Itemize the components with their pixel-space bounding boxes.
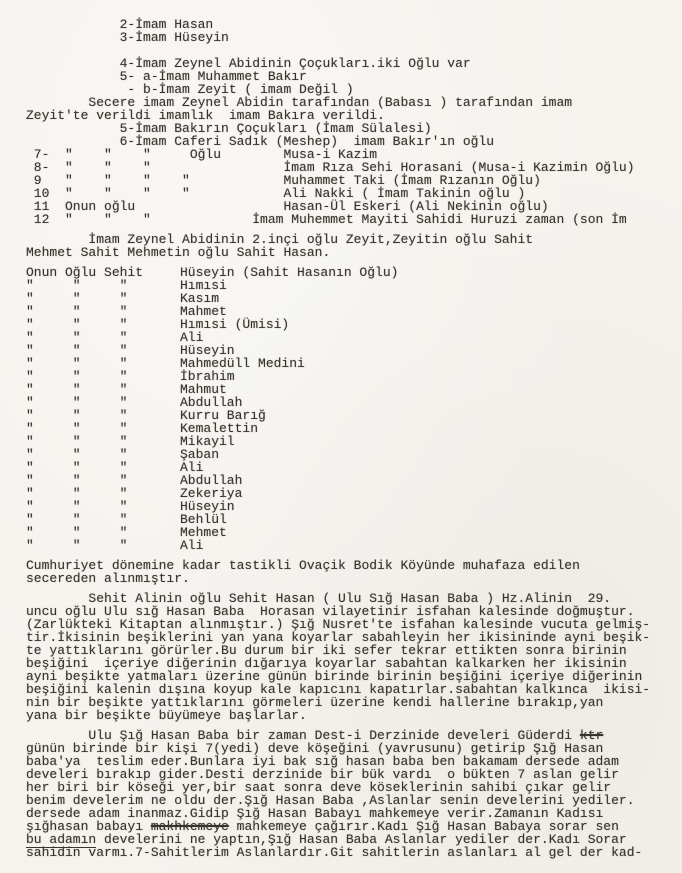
text-line: Cumhuriyet dönemine kadar tastikli Ovaçik Bodik Köyünde muhafaza edilen [26,558,580,573]
lineage-line: Secere imam Zeynel Abidin tarafından (Babası ) tarafından imam [26,95,573,110]
descendants-header-label: Onun Oğlu Sehit [26,265,144,280]
descendant-name: Mikayil [180,434,235,449]
ditto-marks: " " " [26,317,128,332]
descendant-name: Ali [180,330,204,345]
ditto-marks: " " " [26,538,128,553]
text-segment: develerini ne yaptın,Şığ Hasan Baba Aslanlar yediler der.Kadı Sorar [96,832,627,847]
descendant-name: Mahmet [180,304,227,319]
descendant-name: Kemalettin [180,421,259,436]
text-line: tir.İkisinin beşiklerini yan yana koyarlar sabahleyin her ikisininde ayni beşik- [26,630,651,645]
text-line: ayni beşikte yatmaları üzerine günün birinde birinin beşiğini içeriye diğerinin [26,669,643,684]
ditto-marks: " " " [26,356,128,371]
text-line: her biri bir köseği yer,bir saat sonra deve köseklerinin sahibi çıkar gelir [26,780,612,795]
descendant-name: Hüseyin [180,343,235,358]
ditto-marks: " " " [26,499,128,514]
camel-story-paragraph [26,729,674,859]
ditto-marks: " " " [26,473,128,488]
lineage-line: - b-İmam Zeyit ( imam Değil ) [26,82,354,97]
text-line: sahidin varmı.7-Sahitlerim Aslanlardır.Git sahitlerin aslanları al gel der kad- [26,845,643,860]
ditto-marks: " " " [26,512,128,527]
lineage-line: 11 Onun oğlu Hasan-Ül Eskeri (Ali Nekinin oğlu) [26,199,549,214]
descendant-name: Mehmet [180,525,227,540]
descendant-name: Hımısi (Ümisi) [180,317,290,332]
descendants-header-first-name: Hüseyin (Sahit Hasanın Oğlu) [180,265,399,280]
text-line: yana bir beşikte büyümeye başlarlar. [26,708,307,723]
descendant-name: Zekeriya [180,486,243,501]
archive-note [26,559,674,585]
text-line: uncu oğlu Ulu sığ Hasan Baba Horasan vilayetinir isfahan kalesinde doğmuştur. [26,604,635,619]
imam-lineage-section [26,18,674,226]
lineage-line: 8- " " " İmam Rıza Sehi Horasani (Musa-i Kazimin Oğlu) [26,160,635,175]
lineage-line: 4-İmam Zeynel Abidinin Çoçukları.iki Oğlu var [26,56,471,71]
text-segment: mahkemeye çağırır.Kadı Şığ Hasan Babaya sorar sen [228,819,619,834]
descendant-name: İbrahim [180,369,235,384]
lineage-line: 5-İmam Bakırın Çoçukları (İmam Sülalesi) [26,121,432,136]
lineage-line: 3-İmam Hüseyin [26,30,229,45]
descendant-name: Kurru Barığ [180,408,266,423]
text-segment: şığhasan babayı [26,819,151,834]
text-line: günün birinde bir kişi 7(yedi) deve köşeğini (yavrusunu) getirip Şığ Hasan [26,741,604,756]
text-line: develeri bırakıp gider.Desti derzinide bir bük vardı o bükten 7 aslan gelir [26,767,619,782]
text-line: (Zarlükteki Kitaptan alınmıştır.) Şığ Nusret'te isfahan kalesinde vucuta gelmiş- [26,617,651,632]
text-line: İmam Zeynel Abidinin 2.inçi oğlu Zeyit,Zeyitin oğlu Sahit [26,232,534,247]
descendants-table [26,266,674,552]
ditto-marks: " " " [26,525,128,540]
ditto-marks: " " " [26,434,128,449]
text-line: beşiğini içeriye diğerinin dığarıya koyarlar sabahtan kalkarken her ikisinin [26,656,627,671]
text-line: te yattıklarını görürler.Bu durum bir iki sefer tekrar ettikten sonra birinin [26,643,627,658]
lineage-line: 9 " " " " Muhammet Taki (İmam Rızanın Oğlu) [26,173,541,188]
descendant-name: Hımısi [180,278,227,293]
struck-word: makhkemeye [150,819,229,834]
ditto-marks: " " " [26,291,128,306]
lineage-line: 6-İmam Caferi Sadık (Meshep) imam Bakır'ın oğlu [26,134,495,149]
text-line: beşiğini kalenin dışına koyup kale kapıcını kapatırlar.sabahtan kalkınca ikisi- [26,682,651,697]
ditto-marks: " " " [26,395,128,410]
ditto-marks: " " " [26,486,128,501]
lineage-line: Zeyit'te verildi imamlık imam Bakıra verildi. [26,108,385,123]
descendant-name: Ali [180,460,204,475]
zeyit-lineage-paragraph [26,233,674,259]
text-line: benim develerim ne oldu der.Şığ Hasan Baba ,Aslanlar senin develerini yediler. [26,793,635,808]
ditto-marks: " " " [26,304,128,319]
lineage-line: 10 " " " " Ali Nakki ( İmam Takinin oğlu ) [26,186,526,201]
text-line: nin bir beşikte yattıklarını görmeleri üzerine kendi hallerine bırakıp,yan [26,695,604,710]
ditto-marks: " " " [26,369,128,384]
descendant-name: Abdullah [180,395,243,410]
descendant-name: Mahmut [180,382,227,397]
text-segment: Ulu Şığ Hasan Baba bir zaman Dest-i Derzinide develeri Güderdi [26,728,580,743]
camel-story-lines [26,742,674,820]
ditto-marks: " " " [26,278,128,293]
text-line: Mehmet Sahit Mehmetin oğlu Sahit Hasan. [26,245,331,260]
ditto-marks: " " " [26,421,128,436]
lineage-line: 2-İmam Hasan [26,17,214,32]
descendant-name: Abdullah [180,473,243,488]
descendant-row [26,539,674,552]
lineage-line: 12 " " " İmam Muhemmet Mayiti Sahidi Huruzi zaman (son İm [26,212,627,227]
ditto-marks: " " " [26,330,128,345]
ditto-marks: " " " [26,447,128,462]
descendants-rows [26,279,674,552]
text-line: secereden alınmıştır. [26,571,190,586]
struck-word: ktr [579,728,604,743]
lineage-line: 7- " " " Oğlu Musa-i Kazim [26,147,378,162]
descendant-name: Ali [180,538,204,553]
descendant-name: Hüseyin [180,499,235,514]
birth-story-paragraph [26,592,674,722]
text-line: Sehit Alinin oğlu Sehit Hasan ( Ulu Sığ Hasan Baba ) Hz.Alinin 29. [26,591,612,606]
text-line: baba'ya teslim eder.Bunlara iyi bak sığ hasan baba ben bakamam dersede adam [26,754,619,769]
descendant-name: Mahmedüll Medini [180,356,305,371]
descendant-name: Şaban [180,447,220,462]
lineage-line: 5- a-İmam Muhammet Bakır [26,69,307,84]
text-line: dersede adam inanmaz.Gidip Şığ Hasan Babayı mahkemeye verir.Zamanın Kadısı [26,806,604,821]
ditto-marks: " " " [26,343,128,358]
ditto-marks: " " " [26,382,128,397]
underlined-phrase: bu adamın [26,832,97,847]
ditto-marks: " " " [26,460,128,475]
descendant-name: Behlül [180,512,227,527]
descendant-name: Kasım [180,291,220,306]
ditto-marks: " " " [26,408,128,423]
